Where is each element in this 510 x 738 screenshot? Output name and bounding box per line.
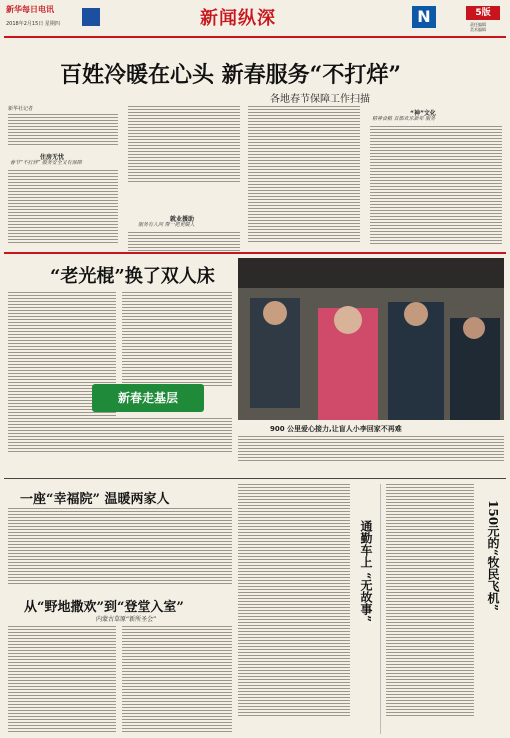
feature-headline: “老光棍”换了双人床 (50, 266, 215, 287)
top-col1-text (8, 114, 118, 147)
page-number: 5版 (466, 6, 500, 20)
brand-n-icon: N (412, 6, 436, 28)
story-c-headline-1: 通勤车上 (359, 520, 373, 568)
feature-col2-text (122, 292, 232, 388)
top-story-rule (4, 252, 506, 254)
news-logo-icon (82, 8, 100, 26)
story-b-col1-text (8, 626, 116, 734)
culture-subtitle: 精神食粮 首都欢乐新年 服务 (372, 116, 436, 122)
feature-col1-text (8, 292, 116, 439)
top-headline: 百姓冷暖在心头 新春服务“不打烊” (60, 62, 401, 88)
photo-caption-text (238, 436, 504, 463)
date-line: 2018年2月15日 星期四 (6, 21, 60, 27)
story-c-text (238, 484, 350, 718)
story-b-headline: 从“野地撒欢”到“登堂入室” (24, 600, 184, 615)
mid-title: 就业援助 (170, 216, 195, 223)
feature-photo (238, 258, 504, 420)
masthead-rule (4, 36, 506, 38)
story-d-headline: 150元的“牧民飞机” (486, 500, 500, 611)
story-b-col2-text (122, 626, 232, 734)
story-d-text (386, 484, 474, 718)
top-col2-text (128, 106, 240, 184)
paper-name: 新华每日电讯 (6, 5, 54, 14)
story-b-subheadline: 内蒙古草原“新所圣会” (96, 616, 157, 623)
photo-caption: 900 公里爱心接力,让盲人小李回家不再难 (270, 425, 402, 433)
story-c-headline (355, 520, 373, 622)
section-title: 新闻纵深 (200, 8, 276, 29)
culture-title: “神”文化 (410, 110, 436, 117)
feature-rule (4, 478, 506, 479)
story-a-text (8, 508, 232, 586)
editor-credits: 责任编辑 美术编辑 (470, 22, 486, 32)
top-subheadline: 各地春节保障工作扫描 (270, 94, 370, 105)
feature-kicker: 新春走基层 (92, 384, 204, 412)
story-c-headline-2: “无故事” (359, 572, 373, 622)
top-col4-text (370, 126, 502, 246)
top-col1-text-2 (8, 170, 118, 245)
top-col3-text (248, 106, 360, 244)
train-station-scene-image (238, 258, 504, 420)
story-a-headline: 一座“幸福院” 温暖两家人 (20, 492, 170, 507)
top-author: 新华社记者 (8, 106, 34, 112)
feature-col3-text (8, 418, 232, 454)
lead-subtitle: 住房无忧 (40, 154, 65, 161)
mid-subtitle: 服务有人问 帮一把更暖人 (138, 222, 195, 228)
lead-subtitle-2: 春节“不打烊” 服务安全又有保障 (10, 160, 82, 166)
column-divider (380, 484, 381, 734)
